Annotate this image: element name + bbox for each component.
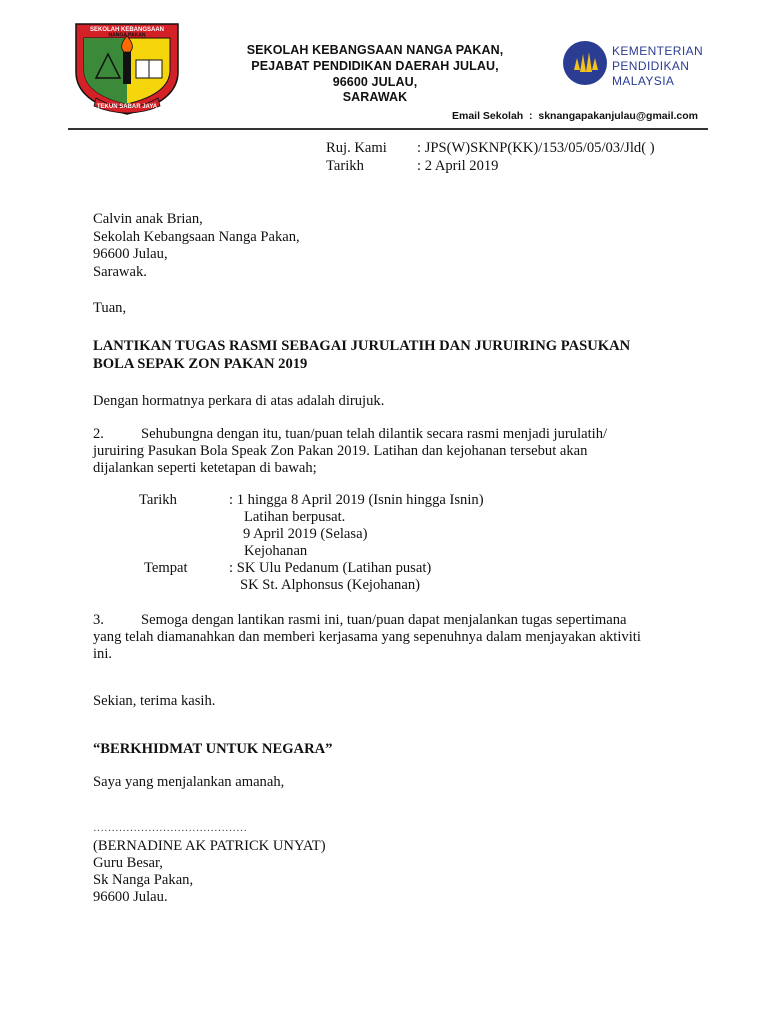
date-label: Tarikh [326,158,364,174]
ruj-label: Ruj. Kami [326,140,387,156]
date-value: : 2 April 2019 [417,158,499,174]
recipient-line: Sekolah Kebangsaan Nanga Pakan, [93,229,300,245]
crest-motto: TEKUN SABAR JAYA [96,104,158,110]
paragraph-1: Dengan hormatnya perkara di atas adalah dirujuk. [93,393,385,409]
ministry-logo [562,40,608,86]
schedule-tarikh-line: : 1 hingga 8 April 2019 (Isnin hingga Isnin) [229,492,484,508]
schedule-tarikh-line: Kejohanan [244,543,308,559]
schedule-tarikh-line: Latihan berpusat. [244,509,346,525]
crest-top-text: SEKOLAH KEBANGSAAN [89,27,165,33]
email-value: sknangapakanjulau@gmail.com [538,110,698,122]
para2-line: juruiring Pasukan Bola Speak Zon Pakan 2019. Latihan dan kejohanan tersebut akan [93,443,588,459]
signature-dots: …………………………………… [93,822,247,834]
para2-number: 2. [93,426,104,442]
school-name-line: SEKOLAH KEBANGSAAN NANGA PAKAN, [246,43,504,57]
para2-line: Sehubungna dengan itu, tuan/puan telah dilantik secara rasmi menjadi jurulatih/ [141,426,608,442]
school-crest-logo [68,20,186,116]
ministry-word-2: PENDIDIKAN [612,59,690,73]
signatory-name: (BERNADINE AK PATRICK UNYAT) [93,838,326,854]
signatory-title: Guru Besar, [93,855,163,871]
email-label: Email Sekolah [452,110,524,122]
recipient-line: Calvin anak Brian, [93,211,203,227]
para3-number: 3. [93,612,104,628]
recipient-line: 96600 Julau, [93,246,168,262]
state-line: SARAWAK [342,90,408,104]
motto: “BERKHIDMAT UNTUK NEGARA” [93,741,333,757]
letterhead-divider [68,128,708,130]
para3-line: yang telah diamanahkan dan memberi kerjasama yang sepenuhnya dalam menjayakan aktiviti [93,629,641,645]
schedule-tarikh-line: 9 April 2019 (Selasa) [243,526,368,542]
schedule-tarikh-label: Tarikh [139,492,177,508]
salutation: Tuan, [93,300,127,316]
trust-line: Saya yang menjalankan amanah, [93,774,285,790]
postcode-line: 96600 JULAU, [332,75,418,89]
school-email: Email Sekolah : sknangapakanjulau@gmail.com [452,110,698,122]
signatory-address: 96600 Julau. [93,889,168,905]
subject-line: BOLA SEPAK ZON PAKAN 2019 [93,356,308,372]
para2-line: dijalankan seperti ketetapan di bawah; [93,460,317,476]
schedule-tempat-line: : SK Ulu Pedanum (Latihan pusat) [229,560,432,576]
para3-line: ini. [93,646,113,662]
ministry-word-3: MALAYSIA [612,74,675,88]
signatory-school: Sk Nanga Pakan, [93,872,194,888]
subject-line: LANTIKAN TUGAS RASMI SEBAGAI JURULATIH DAN JURUIRING PASUKAN [93,338,631,354]
closing-line: Sekian, terima kasih. [93,693,216,709]
crest-middle-text: NANGA PAKAN [108,32,146,39]
ruj-value: : JPS(W)SKNP(KK)/153/05/05/03/Jld( ) [417,140,655,156]
recipient-line: Sarawak. [93,264,147,280]
schedule-tempat-line: SK St. Alphonsus (Kejohanan) [240,577,420,593]
schedule-tempat-label: Tempat [144,560,188,576]
para3-line: Semoga dengan lantikan rasmi ini, tuan/puan dapat menjalankan tugas sepertimana [141,612,627,628]
ministry-word-1: KEMENTERIAN [612,44,704,58]
office-line: PEJABAT PENDIDIKAN DAERAH JULAU, [251,59,499,73]
